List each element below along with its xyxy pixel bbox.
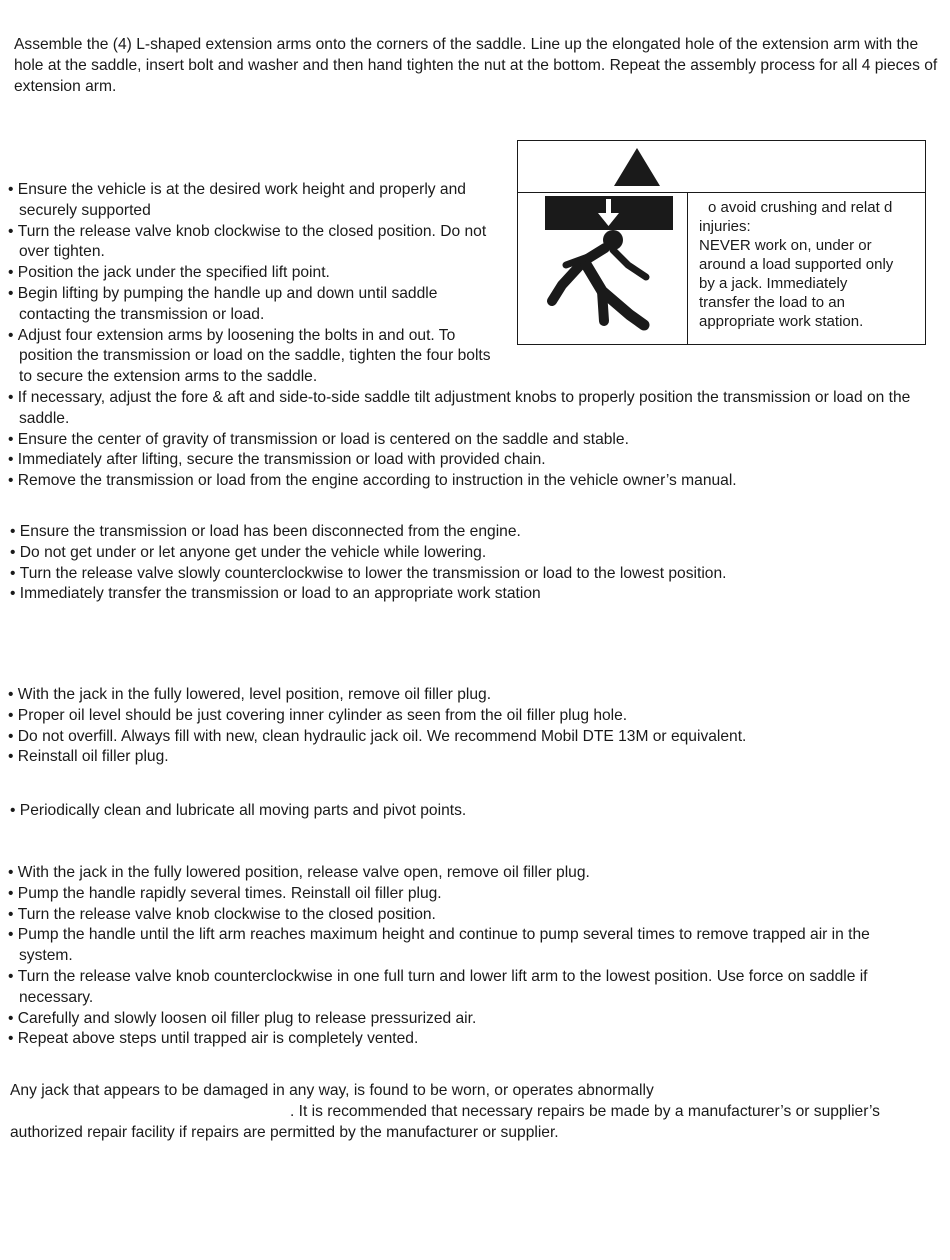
- oil-list: [8, 685, 928, 768]
- list-item: • Begin lifting by pumping the handle up and down until saddle contacting the transmission or load.: [8, 284, 493, 326]
- list-item: • Periodically clean and lubricate all moving parts and pivot points.: [10, 801, 930, 822]
- list-item: • Pump the handle until the lift arm reaches maximum height and continue to pump several times to remove trapped air in the system.: [8, 925, 898, 967]
- warning-line: transfer the load to an: [699, 294, 845, 311]
- assembly-paragraph: Assemble the (4) L-shaped extension arms onto the corners of the saddle. Line up the elongated hole of the extension arm with the hole at the saddle, insert bolt and washer and then hand tighten the nut at the bottom. Repeat the assembly process for all 4 pieces of extension arm.: [14, 36, 938, 95]
- warning-line: injuries:: [699, 218, 751, 235]
- air-purge-list: [8, 863, 898, 1050]
- damage-line: authorized repair facility if repairs are permitted by the manufacturer or supplier.: [10, 1123, 559, 1141]
- list-item: • If necessary, adjust the fore & aft and side-to-side saddle tilt adjustment knobs to properly position the transmission or load on the saddle.: [8, 388, 941, 430]
- list-item: • Pump the handle rapidly several times. Reinstall oil filler plug.: [8, 884, 898, 905]
- list-item: • Turn the release valve knob clockwise to the closed position. Do not over tighten.: [8, 222, 493, 264]
- damage-line: Any jack that appears to be damaged in any way, is found to be worn, or operates abnormally: [10, 1082, 654, 1099]
- list-item: • With the jack in the fully lowered, level position, remove oil filler plug.: [8, 685, 928, 706]
- warning-line: by a jack. Immediately: [699, 275, 848, 292]
- lubrication-list: [10, 801, 930, 822]
- lowering-list: [10, 522, 930, 605]
- warning-line: appropriate work station.: [699, 313, 864, 330]
- warning-pictogram-cell: [518, 193, 688, 344]
- list-item: • Proper oil level should be just covering inner cylinder as seen from the oil filler plug hole.: [8, 706, 928, 727]
- list-item: • With the jack in the fully lowered position, release valve open, remove oil filler plug.: [8, 863, 898, 884]
- list-item: • Adjust four extension arms by loosening the bolts in and out. To position the transmission or load on the saddle, tighten the four bolts to secure the extension arms to the saddle.: [8, 326, 493, 388]
- warning-text: [699, 198, 921, 331]
- crushing-hazard-icon: [518, 193, 686, 343]
- list-item: • Do not get under or let anyone get under the vehicle while lowering.: [10, 543, 930, 564]
- warning-triangle-icon: [613, 147, 661, 187]
- list-item: • Ensure the vehicle is at the desired work height and properly and securely supported: [8, 180, 493, 222]
- list-item: • Turn the release valve knob counterclockwise in one full turn and lower lift arm to the lowest position. Use force on saddle if necessary.: [8, 967, 898, 1009]
- list-item: • Ensure the center of gravity of transmission or load is centered on the saddle and stable.: [8, 430, 941, 451]
- list-item: • Ensure the transmission or load has been disconnected from the engine.: [10, 522, 930, 543]
- list-item: • Turn the release valve slowly counterclockwise to lower the transmission or load to the lowest position.: [10, 564, 930, 585]
- list-item: • Do not overfill. Always fill with new, clean hydraulic jack oil. We recommend Mobil DTE 13M or equivalent.: [8, 727, 928, 748]
- warning-box: [517, 140, 926, 345]
- list-item: • Position the jack under the specified lift point.: [8, 263, 493, 284]
- list-item: • Repeat above steps until trapped air is completely vented.: [8, 1029, 898, 1050]
- list-item: • Reinstall oil filler plug.: [8, 747, 928, 768]
- list-item: • Immediately after lifting, secure the transmission or load with provided chain.: [8, 450, 941, 471]
- damage-line: . It is recommended that necessary repairs be made by a manufacturer’s or supplier’s: [290, 1102, 880, 1120]
- warning-line: around a load supported only: [699, 256, 894, 273]
- warning-line: NEVER work on, under or: [699, 237, 872, 254]
- list-item: • Immediately transfer the transmission or load to an appropriate work station: [10, 584, 930, 605]
- damage-paragraph: [10, 1081, 945, 1143]
- list-item: • Turn the release valve knob clockwise to the closed position.: [8, 905, 898, 926]
- list-item: • Carefully and slowly loosen oil filler plug to release pressurized air.: [8, 1009, 898, 1030]
- warning-line: o avoid crushing and relat d: [708, 199, 893, 216]
- warning-header: [518, 141, 925, 193]
- list-item: • Remove the transmission or load from the engine according to instruction in the vehicle owner’s manual.: [8, 471, 941, 492]
